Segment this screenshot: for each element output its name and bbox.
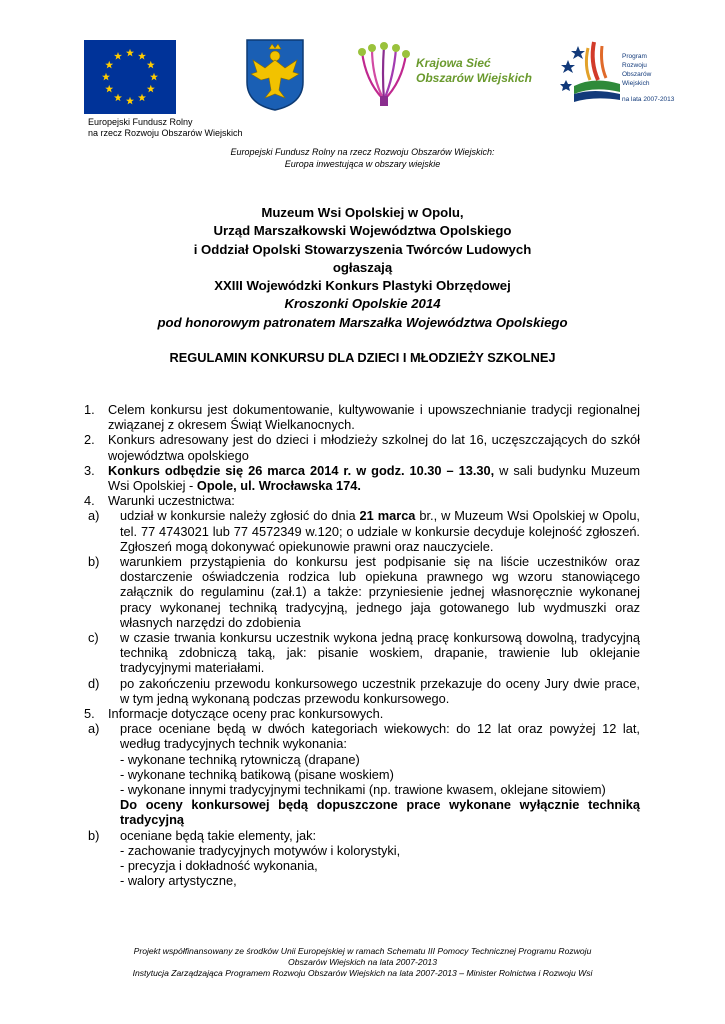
technique-item: - wykonane techniką rytowniczą (drapane) (120, 751, 360, 767)
footer-line: Instytucja Zarządzająca Programem Rozwoju Obszarów Wiejskich na lata 2007-2013 – Minister Rolnictwa i Rozwoju Wsi (132, 968, 593, 978)
rule-item (84, 402, 640, 432)
opole-eagle-crest-icon (245, 38, 305, 112)
technique-item: - wykonane techniką batikową (pisane woskiem) (120, 766, 394, 782)
eu-slogan (0, 147, 725, 170)
rule-number: 5. (84, 706, 95, 722)
eu-flag-icon (84, 40, 176, 114)
sub-rule-text: w czasie trwania konkursu uczestnik wykona jedną pracę konkursową dowolną, tradycyjną techniką zdobniczą taką, jak: pisanie woskiem, drapanie, trawienie lub oklejanie tradycyjnymi materiałami. (120, 630, 640, 676)
rule-number: 3. (84, 462, 95, 478)
sub-rule-text: prace oceniane będą w dwóch kategoriach wiekowych: do 12 lat oraz powyżej 12 lat, według tradycyjnych technik wykonania: (120, 721, 640, 752)
sub-rule-text: oceniane będą takie elementy, jak: (120, 827, 317, 843)
prow-name-line: Wiejskich (622, 80, 650, 87)
patronage-line: pod honorowym patronatem Marszałka Województwa Opolskiego (157, 314, 568, 330)
prow-logo (560, 36, 682, 106)
ksow-name-line: Obszarów Wiejskich (416, 71, 532, 85)
eu-fund-caption-line: na rzecz Rozwoju Obszarów Wiejskich (88, 128, 243, 138)
eu-fund-caption (88, 117, 243, 139)
announcement-line: i Oddział Opolski Stowarzyszenia Twórców Ludowych (193, 241, 532, 257)
sub-rule-letter: a) (88, 721, 100, 737)
rule-number: 2. (84, 432, 95, 448)
ksow-logo (356, 42, 536, 108)
sub-rule-item (88, 828, 640, 889)
footer-line: Obszarów Wiejskich na lata 2007-2013 (288, 957, 437, 967)
rule-item (84, 706, 640, 721)
sub-rule-letter: b) (88, 827, 100, 843)
ksow-tree-icon (356, 42, 412, 108)
prow-years: na lata 2007-2013 (622, 96, 675, 103)
regulations-title: REGULAMIN KONKURSU DLA DZIECI I MŁODZIEŻY SZKOLNEJ (169, 350, 556, 365)
rule-text: Warunki uczestnictwa: (108, 493, 235, 509)
sub-rule-letter: c) (88, 630, 99, 646)
prow-name (622, 52, 651, 88)
eu-fund-caption-line: Europejski Fundusz Rolny (88, 117, 193, 127)
announcement-line: Urząd Marszałkowski Województwa Opolskiego (213, 223, 512, 239)
deadline-date: 21 marca (359, 508, 416, 524)
rule-date: Konkurs odbędzie się 26 marca 2014 r. w godz. 10.30 – 13.30, (108, 462, 495, 478)
technique-item: - wykonane innymi tradycyjnymi technikami (np. trawione kwasem, oklejane sitowiem) (120, 782, 606, 798)
footer (0, 946, 725, 979)
sub-rule-item (88, 721, 640, 827)
ksow-name (416, 56, 532, 86)
criteria-item: - zachowanie tradycyjnych motywów i kolorystyki, (120, 842, 401, 858)
prow-name-line: Rozwoju (622, 62, 647, 69)
sub-rule-letter: d) (88, 675, 100, 691)
rule-number: 1. (84, 402, 95, 417)
rule-item (84, 493, 640, 508)
sub-rule-item (88, 676, 640, 706)
sub-rule-text: br., w Muzeum Wsi Opolskiej w Opolu, tel. 77 4743021 lub 77 4572349 w.120; o udziale w konkursie decyduje kolejność zgłoszeń. Zgłoszeń mogą dokonywać opiekunowie prawni oraz nauczyciele. (120, 508, 640, 554)
sub-rule-item (88, 554, 640, 630)
sub-rule-text: warunkiem przystąpienia do konkursu jest podpisanie się na liście uczestników oraz dostarczenie oświadczenia rodzica lub opiekuna prawnego wg wzoru stanowiącego załącznik do regulaminu (zał.1) a także: przyniesienie jednej własnoręcznie wykonanej pracy wykonanej techniką tradycyjną, jednego jaja gotowanego lub wydmuszki oraz własnych narzędzi do zdobienia (120, 554, 640, 630)
rule-item (84, 432, 640, 462)
criteria-item: - walory artystyczne, (120, 873, 237, 889)
rule-text: Celem konkursu jest dokumentowanie, kultywowanie i upowszechnianie tradycji regionalnej związanej z okresem Świąt Wielkanocnych. (108, 402, 640, 433)
traditional-technique-notice: Do oceny konkursowej będą dopuszczone prace wykonane wyłącznie techniką tradycyjną (120, 797, 640, 828)
rule-number: 4. (84, 493, 95, 509)
rules-list (84, 402, 640, 889)
contest-name: XXIII Wojewódzki Konkurs Plastyki Obrzędowej (214, 278, 511, 294)
criteria-item: - precyzja i dokładność wykonania, (120, 858, 318, 874)
rule-address: Opole, ul. Wrocławska 174. (196, 478, 361, 494)
contest-subtitle: Kroszonki Opolskie 2014 (284, 296, 441, 312)
rule-item (84, 463, 640, 493)
prow-name-line: Obszarów (622, 71, 652, 78)
footer-line: Projekt współfinansowany ze środków Unii Europejskiej w ramach Schematu III Pomocy Technicznej Programu Rozwoju (133, 946, 592, 956)
rule-text: Konkurs adresowany jest do dzieci i młodzieży szkolnej do lat 16, uczęszczających do szkół województwa opolskiego (108, 432, 640, 463)
ksow-name-line: Krajowa Sieć (416, 56, 491, 70)
eu-slogan-line: Europejski Fundusz Rolny na rzecz Rozwoju Obszarów Wiejskich: (230, 147, 495, 157)
sub-rule-text: udział w konkursie należy zgłosić do dnia (120, 508, 360, 524)
prow-emblem-icon (560, 36, 622, 106)
announcement-line: Muzeum Wsi Opolskiej w Opolu, (261, 205, 464, 220)
announcement-heading (0, 204, 725, 332)
announcement-line: ogłaszają (332, 259, 393, 275)
sub-rule-text: po zakończeniu przewodu konkursowego uczestnik przekazuje do oceny Jury dwie prace, w tym jedną wykonaną podczas przewodu konkursowego. (120, 675, 640, 706)
sub-rule-item (88, 508, 640, 554)
sub-rule-letter: b) (88, 554, 100, 570)
sub-rule-item (88, 630, 640, 676)
eu-slogan-line: Europa inwestująca w obszary wiejskie (284, 158, 441, 169)
rule-text: w sali budynku Muzeum Wsi Opolskiej - (108, 462, 640, 494)
rule-text: Informacje dotyczące oceny prac konkursowych. (108, 706, 384, 722)
sub-rule-letter: a) (88, 508, 100, 524)
prow-name-line: Program (622, 53, 647, 60)
